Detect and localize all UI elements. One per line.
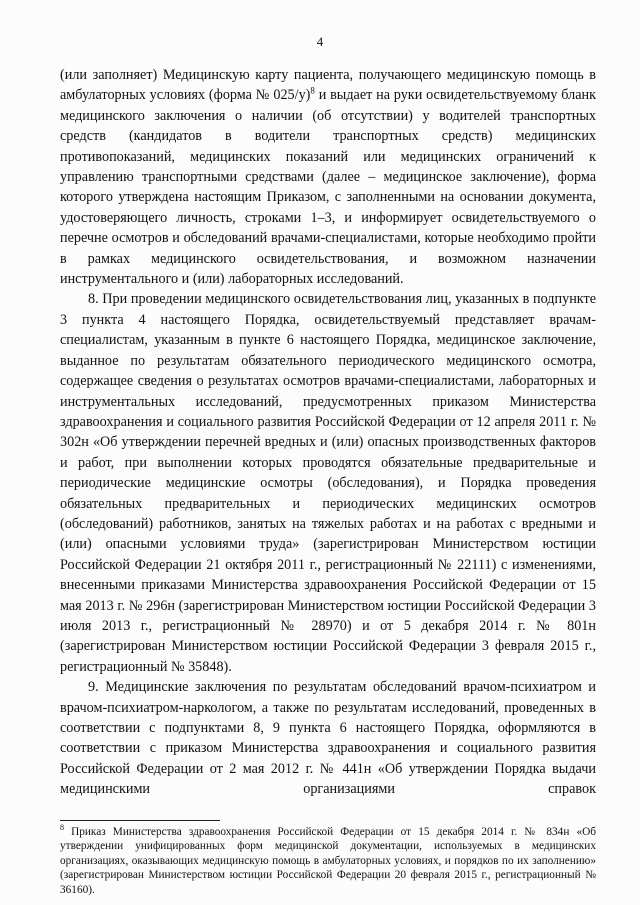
paragraph-8: 8. При проведении медицинского освидетельствования лиц, указанных в подпункте 3 пункта 4 настоящего Порядка, освидетельствуемый представляет врачам-специалистам, указанным в пункте 6 настоящего Порядка, медицинское заключение, выданное по результатам обязательного периодического медицинского осмотра, содержащее сведения о результатах осмотров врачами-специалистами, лабораторных и инструментальных исследований, предусмотренных приказом Министерства здравоохранения и социального развития Российской Федерации от 12 апреля 2011 г. № 302н «Об утверждении перечней вредных и (или) опасных производственных факторов и работ, при выполнении которых проводятся обязательные предварительные и периодические медицинские осмотры (обследования), и Порядка проведения обязательных предварительных и периодических медицинских осмотров (обследований) работников, занятых на тяжелых работах и на работах с вредными и (или) опасными условиями труда» (зарегистрирован Министерством юстиции Российской Федерации 21 октября 2011 г., регистрационный № 22111) с изменениями, внесенными приказами Министерства здравоохранения Российской Федерации от 15 мая 2013 г. № 296н (зарегистрирован Министерством юстиции Российской Федерации 3 июля 2013 г., регистрационный № 28970) и от 5 декабря 2014 г. № 801н (зарегистрирован Министерством юстиции Российской Федерации 3 февраля 2015 г., регистрационный № 35848).	[60, 291, 596, 675]
page-number: 4	[316, 34, 324, 49]
body-text	[60, 65, 596, 800]
footnote-text: Приказ Министерства здравоохранения Российской Федерации от 15 декабря 2014 г. № 834н «Об утверждении унифицированных форм медицинской документации, используемых в медицинских организациях, оказывающих медицинскую помощь в амбулаторных условиях, и порядков по их заполнению» (зарегистрирован Министерством юстиции Российской Федерации 20 февраля 2015 г., регистрационный № 36160).	[60, 826, 596, 896]
paragraph-continuation-text-b: и выдает на руки освидетельствуемому бланк медицинского заключения о наличии (об отсутствии) у водителей транспортных средств (кандидатов в водители транспортных средств) медицинских противопоказаний, медицинских показаний или медицинских ограничений к управлению транспортными средствами (далее – медицинское заключение), форма которого утверждена настоящим Приказом, с заполненными на основании документа, удостоверяющего личность, строками 1–3, и информирует освидетельствуемого о перечне осмотров и обследований врачами-специалистами, которые необходимо пройти в рамках медицинского освидетельствования, и возможном назначении инструментального и (или) лабораторных исследований.	[60, 87, 596, 288]
footnote-separator	[60, 820, 220, 821]
footnote	[60, 825, 596, 897]
footnote-paragraph	[60, 825, 596, 897]
paragraph-continuation-text-a: (или заполняет) Медицинскую карту пациента, получающего медицинскую помощь в амбулаторных условиях (форма № 025/у)	[60, 67, 596, 104]
paragraph-9: 9. Медицинские заключения по результатам обследований врачом-психиатром и врачом-психиатром-наркологом, а также по результатам исследований, проведенных в соответствии с подпунктами 8, 9 пункта 6 настоящего Порядка, оформляются в соответствии с приказом Министерства здравоохранения и социального развития Российской Федерации от 2 мая 2012 г. № 441н «Об утверждении Порядка выдачи медицинскими организациями справок	[60, 679, 596, 798]
paragraph-continuation	[60, 65, 596, 289]
footnote-number: 8	[60, 823, 64, 833]
footnote-reference: 8	[310, 85, 315, 96]
